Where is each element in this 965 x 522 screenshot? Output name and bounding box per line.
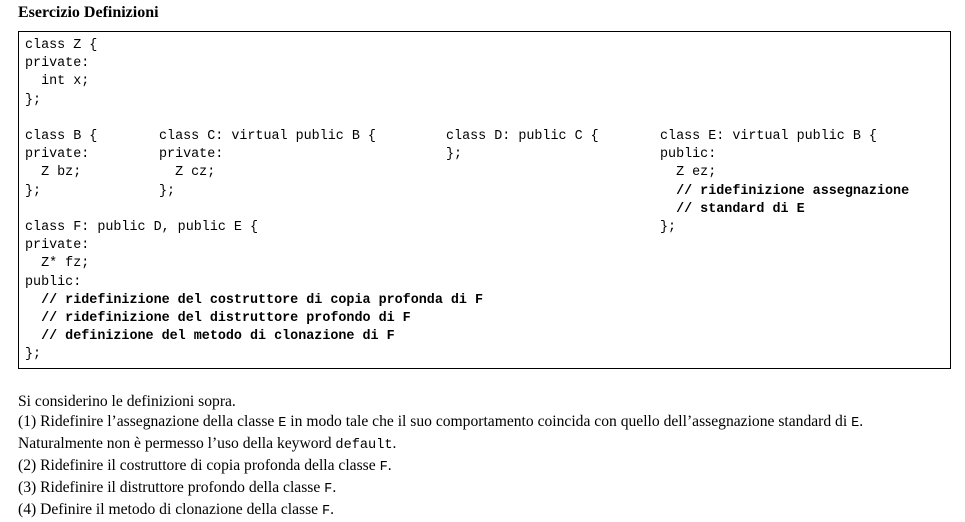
class-f-comment-line: // ridefinizione del distruttore profondo di F xyxy=(25,311,411,327)
task-4: (4) Definire il metodo di clonazione della classe F. xyxy=(18,501,335,519)
class-e-comment-line: // standard di E xyxy=(660,201,805,217)
class-e-comment-line: // ridefinizione assegnazione xyxy=(660,183,910,199)
class-b-definition: class B { private: Z bz; }; xyxy=(25,129,98,199)
task-1: (1) Ridefinire l’assegnazione della classe E in modo tale che il suo comportamento coincida con quello dell’assegnazione standard di E. xyxy=(18,413,864,431)
class-f-comment-line: // ridefinizione del costruttore di copia profonda di F xyxy=(25,292,484,308)
class-d-definition: class D: public C { }; xyxy=(446,129,599,163)
class-z-definition: class Z { private: int x; }; xyxy=(25,38,98,108)
class-c-definition: class C: virtual public B { private: Z cz; }; xyxy=(159,129,376,199)
class-e-definition: class E: virtual public B { public: Z ez; // ridefinizione assegnazione // standard di E }; xyxy=(660,129,910,236)
code-listing xyxy=(18,31,951,369)
class-f-definition: class F: public D, public E { private: Z* fz; public: // ridefinizione del costruttore di copia profonda di F // ridefinizione del distruttore profondo di F // definizione del metodo di clonazione di F }; xyxy=(25,220,484,363)
exercise-description xyxy=(18,392,863,522)
task-1-note: Naturalmente non è permesso l’uso della keyword default. xyxy=(18,435,397,453)
task-3: (3) Ridefinire il distruttore profondo della classe F. xyxy=(18,479,337,497)
intro-text: Si considerino le definizioni sopra. xyxy=(18,393,236,410)
class-f-comment-line: // definizione del metodo di clonazione di F xyxy=(25,329,395,345)
exercise-title: Esercizio Definizioni xyxy=(18,4,159,21)
task-2: (2) Ridefinire il costruttore di copia profonda della classe F. xyxy=(18,457,392,475)
